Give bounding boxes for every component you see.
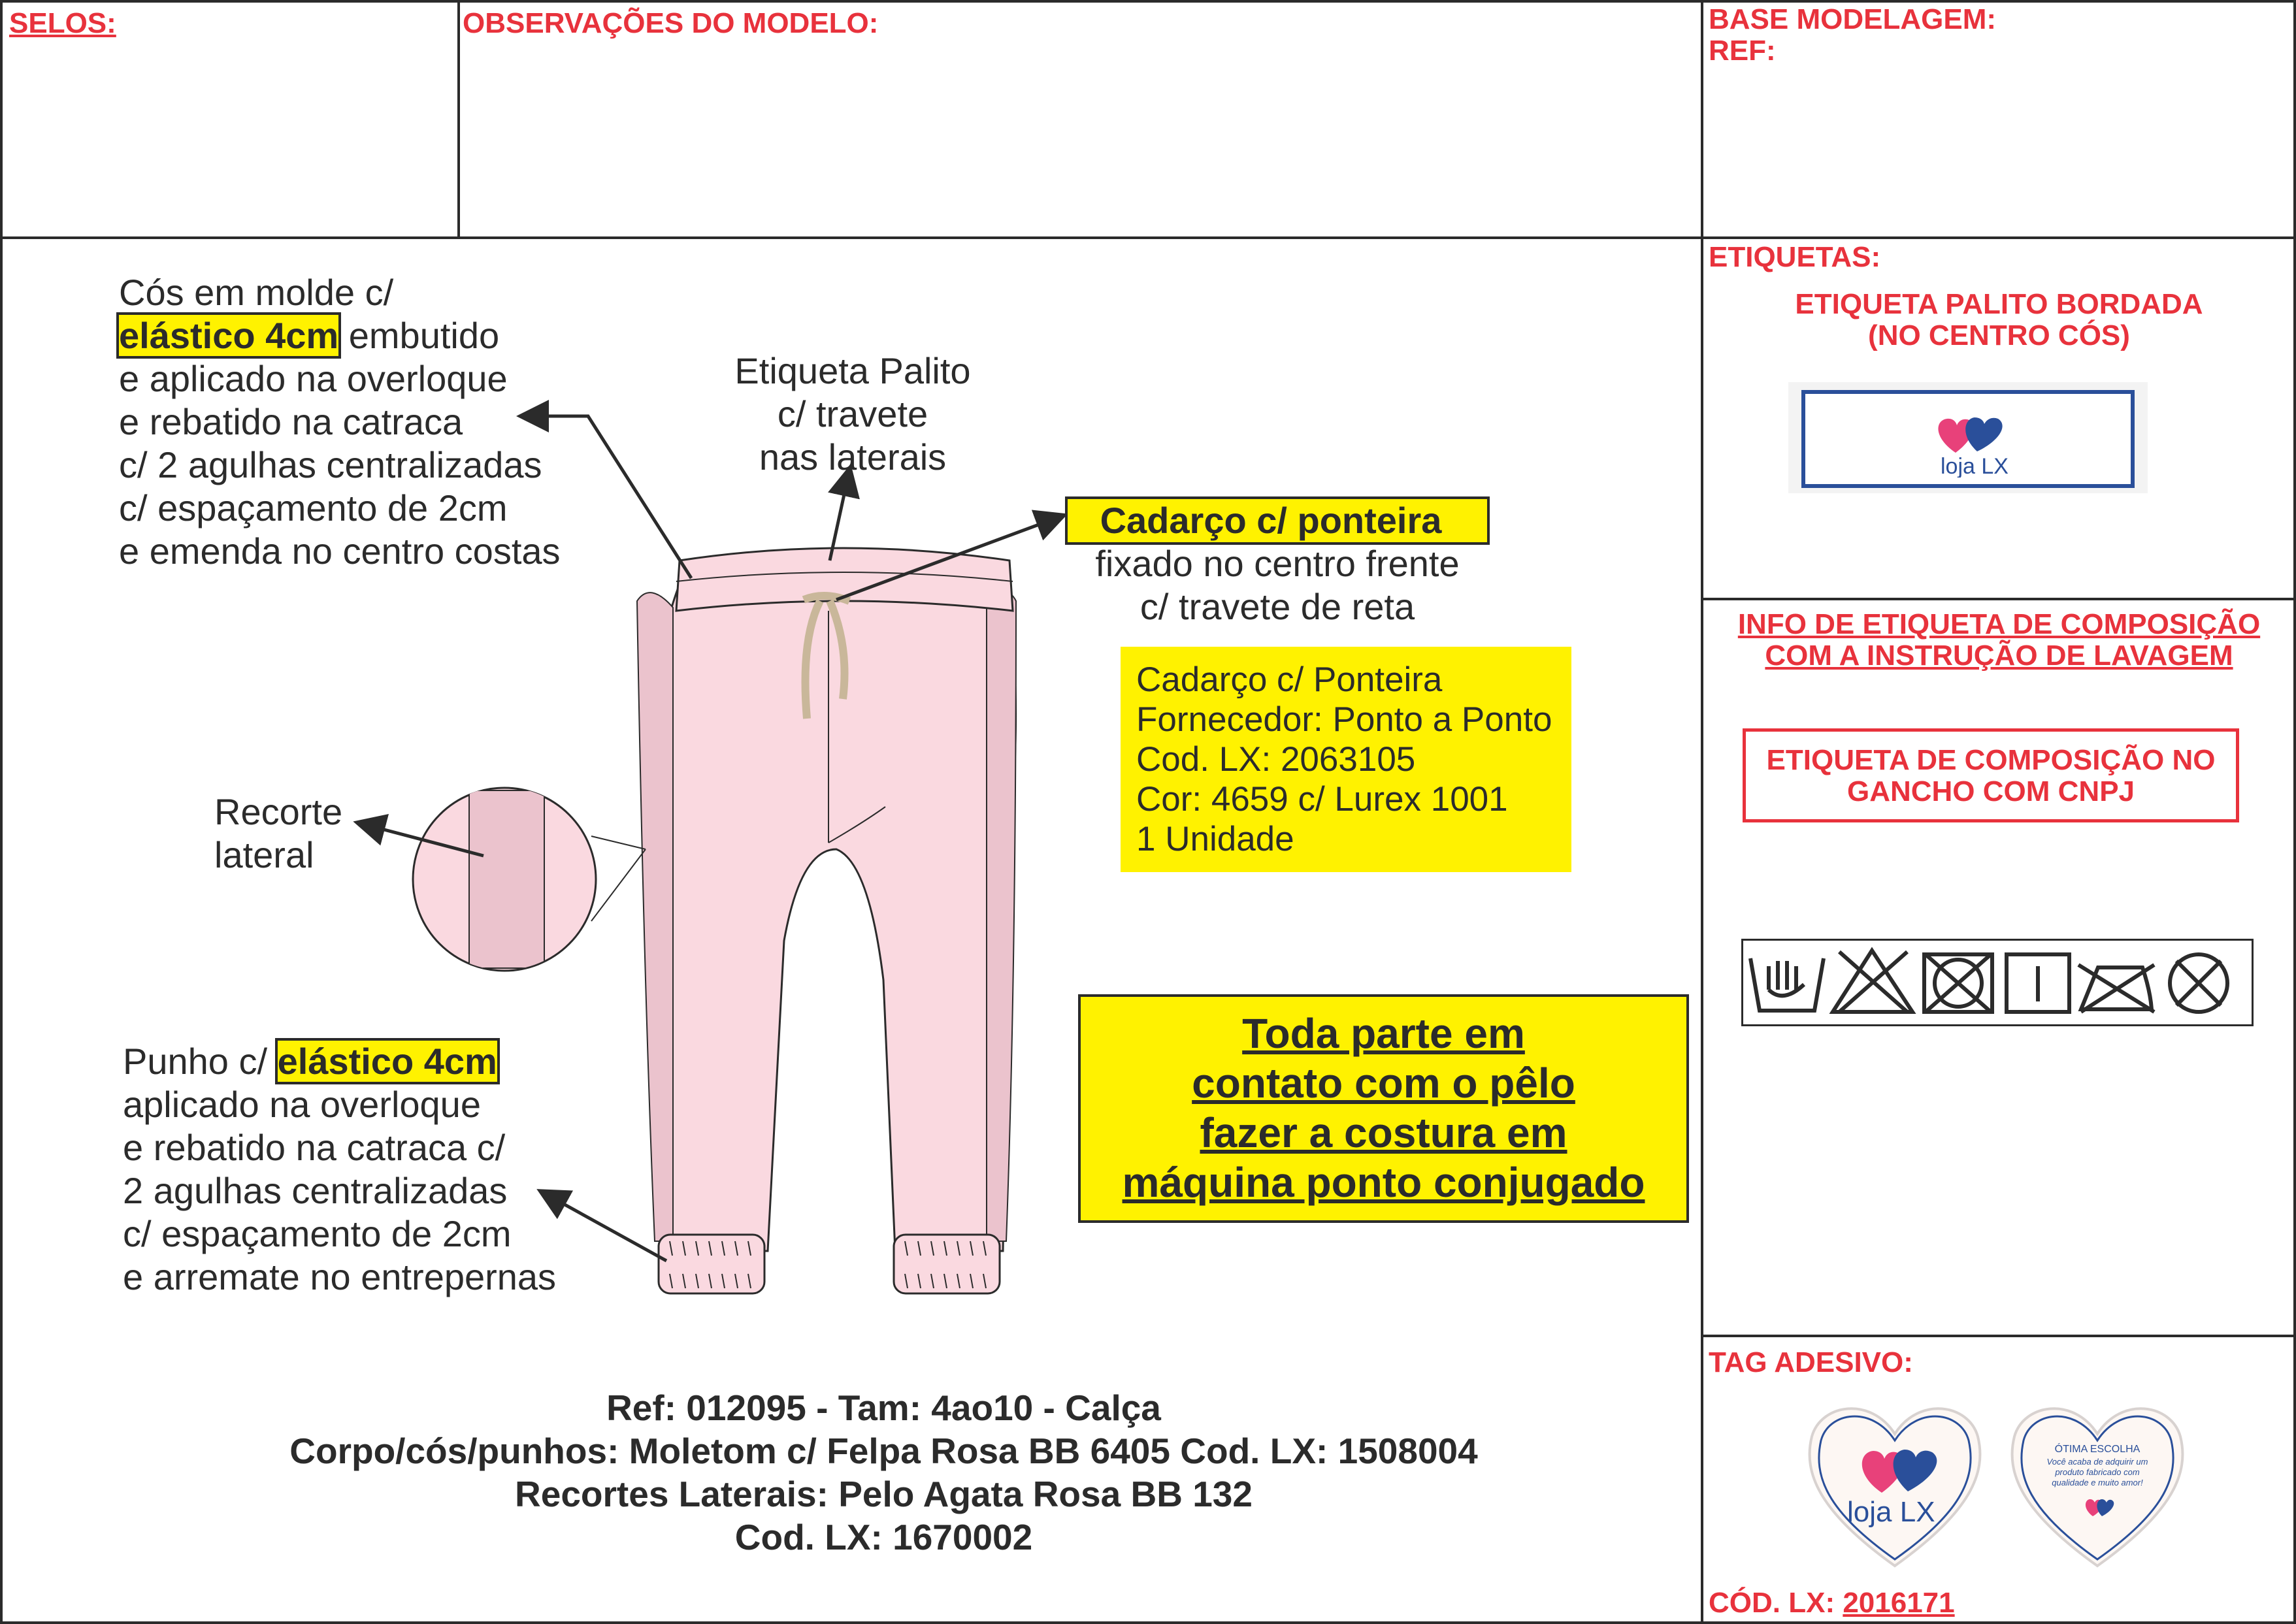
recorte-line1: Recorte (214, 791, 343, 832)
punho-highlight: elástico 4cm (277, 1041, 497, 1082)
composicao-box-line2: GANCHO COM CNPJ (1846, 775, 2135, 807)
etiqueta-palito-line1: ETIQUETA PALITO BORDADA (1795, 288, 2203, 320)
bottom-line1: Ref: 012095 - Tam: 4ao10 - Calça (606, 1388, 1161, 1428)
bottom-line2: Corpo/cós/punhos: Moletom c/ Felpa Rosa BB 6405 Cod. LX: 1508004 (289, 1431, 1478, 1471)
composicao-title-line2: COM A INSTRUÇÃO DE LAVAGEM (1765, 640, 2233, 672)
cos-line2: elástico 4cm embutido (119, 315, 500, 356)
note-line4: máquina ponto conjugado (1122, 1159, 1645, 1206)
woven-label (1801, 390, 2135, 488)
tag-cod-value: 2016171 (1843, 1587, 1955, 1619)
magnifier-connector (591, 836, 646, 921)
punho-line2: aplicado na overloque (123, 1084, 481, 1125)
bottom-line3: Recortes Laterais: Pelo Agata Rosa BB 132 (515, 1474, 1253, 1514)
cadarco-annotation (1065, 499, 1490, 628)
note-box (1078, 994, 1689, 1223)
cos-line4: e rebatido na catraca (119, 401, 463, 442)
etiquetas-divider (1702, 598, 2296, 600)
palito-line3: nas laterais (759, 436, 947, 478)
supplier-line2: Fornecedor: Ponto a Ponto (1136, 700, 1552, 739)
cos-line1: Cós em molde c/ (119, 272, 394, 313)
tag-back-text: Você acaba de adquirir um produto fabricado com qualidade e muito amor! (2046, 1457, 2148, 1487)
cadarco-line2: fixado no centro frente (1095, 543, 1460, 584)
no-iron-icon (2078, 965, 2154, 1012)
detail-panel (469, 790, 544, 968)
cos-highlight: elástico 4cm (119, 315, 339, 356)
cos-line7: e emenda no centro costas (119, 530, 561, 572)
etiqueta-palito-line2: (NO CENTRO CÓS) (1868, 319, 2130, 351)
punho-annotation (123, 1040, 556, 1299)
no-bleach-icon (1833, 950, 1912, 1012)
palito-line2: c/ travete (777, 393, 928, 434)
punho-line3: e rebatido na catraca c/ (123, 1127, 506, 1168)
no-dry-clean-icon (2170, 954, 2227, 1012)
blue-heart-icon (1965, 417, 2002, 451)
loja-lx-logo (1926, 406, 2018, 478)
cos-line6: c/ espaçamento de 2cm (119, 487, 508, 528)
bottom-specs (33, 1386, 1735, 1559)
no-tumble-dry-icon (1924, 954, 1992, 1012)
supplier-line4: Cor: 4659 c/ Lurex 1001 (1136, 780, 1508, 819)
punho-line4: 2 agulhas centralizadas (123, 1170, 508, 1211)
bottom-line4: Cod. LX: 1670002 (734, 1517, 1033, 1557)
palito-line1: Etiqueta Palito (734, 350, 971, 391)
selos-label: SELOS: (9, 7, 116, 39)
palito-arrow (830, 470, 849, 560)
left-side-panel (637, 593, 673, 1241)
note-line3: fazer a costura em (1200, 1109, 1567, 1156)
supplier-line1: Cadarço c/ Ponteira (1136, 660, 1443, 699)
ref-label: REF: (1709, 35, 1776, 67)
punho-line5: c/ espaçamento de 2cm (123, 1213, 512, 1254)
cos-line5: c/ 2 agulhas centralizadas (119, 444, 542, 485)
punho-line1: Punho c/ elástico 4cm (123, 1041, 497, 1082)
palito-annotation (712, 349, 993, 479)
observacoes-label: OBSERVAÇÕES DO MODELO: (463, 7, 879, 39)
supplier-box (1121, 647, 1571, 872)
recorte-line2: lateral (214, 834, 314, 875)
composicao-title-line1: INFO DE ETIQUETA DE COMPOSIÇÃO (1737, 608, 2261, 640)
tag-front-heart (1800, 1395, 1990, 1571)
punho-line6: e arremate no entrepernas (123, 1256, 557, 1297)
etiqueta-palito-title (1702, 289, 2296, 351)
composicao-box-line1: ETIQUETA DE COMPOSIÇÃO NO (1766, 744, 2216, 776)
tag-back-title: ÓTIMA ESCOLHA (2054, 1444, 2140, 1455)
note-line2: contato com o pêlo (1192, 1060, 1575, 1107)
right-side-panel (987, 593, 1016, 1241)
supplier-line3: Cod. LX: 2063105 (1136, 740, 1416, 779)
punho-arrow (542, 1192, 666, 1261)
base-modelagem-label: BASE MODELAGEM: (1709, 3, 1996, 35)
logo-text: loja LX (1941, 454, 2009, 478)
recorte-annotation (214, 790, 342, 877)
line-dry-icon (2007, 954, 2069, 1012)
cos-annotation (119, 271, 561, 573)
pants-body (649, 562, 1016, 1251)
care-symbols-strip (1741, 939, 2254, 1026)
cos-line3: e aplicado na overloque (119, 358, 508, 399)
hand-wash-icon (1750, 958, 1824, 1011)
tag-cod-line (1709, 1587, 1955, 1619)
supplier-line5: 1 Unidade (1136, 820, 1294, 858)
tag-adesivo-label: TAG ADESIVO: (1709, 1346, 1913, 1378)
tag-front-logo: loja LX (1847, 1496, 1935, 1528)
tag-divider (1702, 1335, 2296, 1337)
tag-cod-label: CÓD. LX: (1709, 1587, 1843, 1619)
cadarco-line1: Cadarço c/ ponteira (1068, 499, 1488, 542)
cadarco-line3: c/ travete de reta (1140, 586, 1415, 627)
composicao-title (1702, 609, 2296, 672)
etiquetas-label: ETIQUETAS: (1709, 241, 1881, 273)
composicao-box (1743, 728, 2239, 822)
note-line1: Toda parte em (1242, 1010, 1525, 1057)
